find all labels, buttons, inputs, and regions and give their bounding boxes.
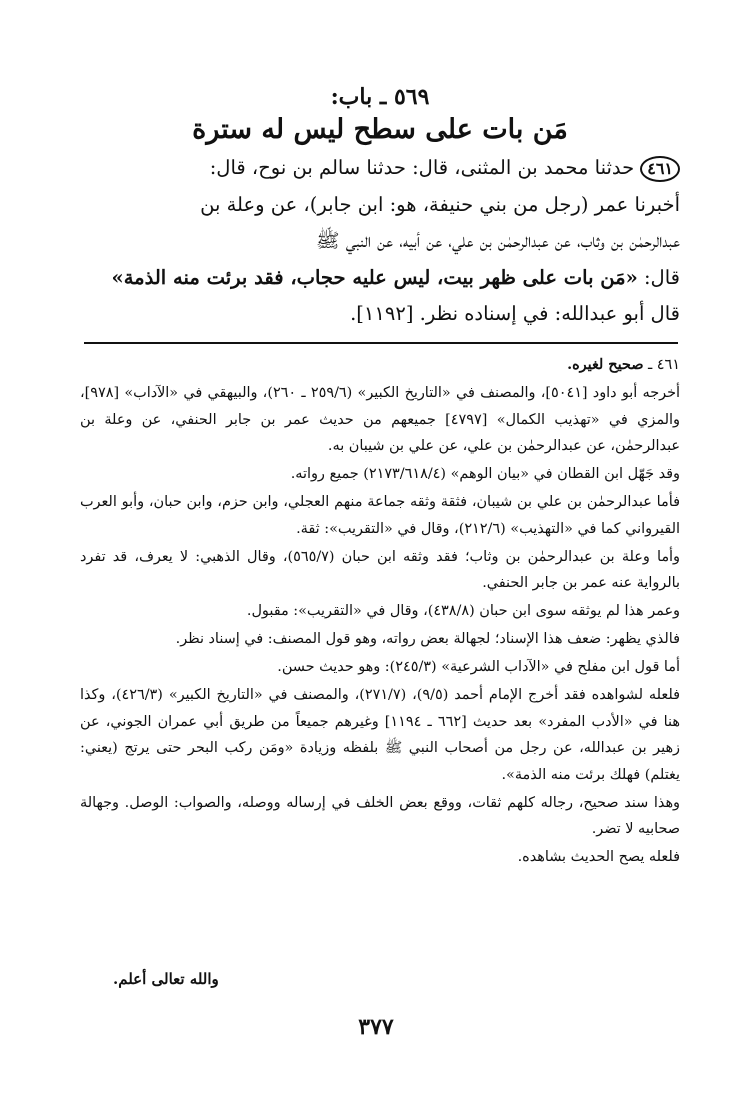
hadith-line-1 [80,150,680,187]
hadith-matn: «مَن بات على ظهر بيت، ليس عليه حجاب، فقد برئت منه الذمة» [111,265,638,289]
footnote-paragraph: وقد جَهّل ابن القطان في «بيان الوهم» (٢١٧٣/٦١٨/٤) جميع رواته. [290,466,680,482]
footnote-paragraph: وأما وعلة بن عبدالرحمٰن بن وثاب؛ فقد وثقه ابن حبان (٥٦٥/٧)، وقال الذهبي: لا يعرف، قد تفرد بالرواية عنه عمر بن جابر الحنفي. [80,548,680,591]
hadith-line-3: عبدالرحمٰن بن وثاب، عن عبدالرحمٰن بن علي، عن أبيه، عن النبي ﷺ [316,229,680,252]
chapter-title: مَن بات على سطح ليس له سترة [192,114,568,145]
footnote-paragraph: فالذي يظهر: ضعف هذا الإسناد؛ لجهالة بعض رواته، وهو قول المصنف: في إسناد نظر. [175,631,680,647]
hadith-number-badge: ٤٦١ [640,156,680,182]
footnote-paragraph: فأما عبدالرحمٰن بن علي بن شيبان، فثقة وثقه جماعة منهم العجلي، وابن حزم، وابن حبان، وأبو العرب القيرواني كما في «التهذيب» (٢١٢/٦)، وقال في «التقريب»: ثقة. [80,494,680,537]
hadith-text [80,150,680,333]
hadith-line-4-prefix: قال: [643,265,680,289]
footnote-divider [84,342,678,344]
hadith-line-2: أخبرنا عمر (رجل من بني حنيفة، هو: ابن جابر)، عن وعلة بن [200,192,680,216]
footnote-grade-text: صحيح لغيره. [567,356,644,373]
footnote-grade [80,352,680,379]
footnote-paragraph: فلعله يصح الحديث بشاهده. [517,849,680,865]
chapter-heading: ٥٦٩ ـ باب: [330,84,430,110]
footnotes [80,352,680,872]
footnote-label: ٤٦١ ـ [648,357,680,373]
page-number: ٣٧٧ [358,1014,394,1040]
hadith-line-4 [80,260,680,297]
hadith-line-5: قال أبو عبدالله: في إسناده نظر. [١١٩٢]. [350,302,680,325]
footnote-paragraph: أما قول ابن مفلح في «الآداب الشرعية» (٢٤٥/٣): وهو حديث حسن. [277,659,680,675]
closing-phrase: والله تعالى أعلم. [113,970,219,988]
footnote-paragraph: أخرجه أبو داود [٥٠٤١]، والمصنف في «التاريخ الكبير» (٢٥٩/٦ ـ ٢٦٠)، والبيهقي في «الآداب» [٩٧٨]، والمزي في «تهذيب الكمال» [٤٧٩٧] جميعهم من حديث عمر بن جابر الحنفي، عن وعلة بن عبدالرحمٰن، عن عبدالرحمٰن بن علي، عن علي بن شيبان به. [80,385,680,454]
footnote-paragraph: وعمر هذا لم يوثقه سوى ابن حبان (٤٣٨/٨)، وقال في «التقريب»: مقبول. [246,603,680,619]
footnote-paragraph: وهذا سند صحيح، رجاله كلهم ثقات، ووقع بعض الخلف في إرساله ووصله، والصواب: الوصل. وجهالة صحابيه لا تضر. [80,794,680,837]
hadith-line-1-text: حدثنا محمد بن المثنى، قال: حدثنا سالم بن نوح، قال: [209,156,635,179]
footnote-paragraph: فلعله لشواهده فقد أخرج الإمام أحمد (٩/٥)، (٢٧١/٧)، والمصنف في «التاريخ الكبير» (٤٢٦/٣)، وكذا هنا في «الأدب المفرد» بعد حديث [٦٦٢ ـ ١١٩٤] وغيرهم جميعاً من طريق أبي عمران الجوني، عن زهير بن عبدالله، عن رجل من أصحاب النبي ﷺ بلفظه وزيادة «ومَن ركب البحر حتى يرتج (يعني: يغتلم) فهلك برئت منه الذمة». [80,687,680,783]
